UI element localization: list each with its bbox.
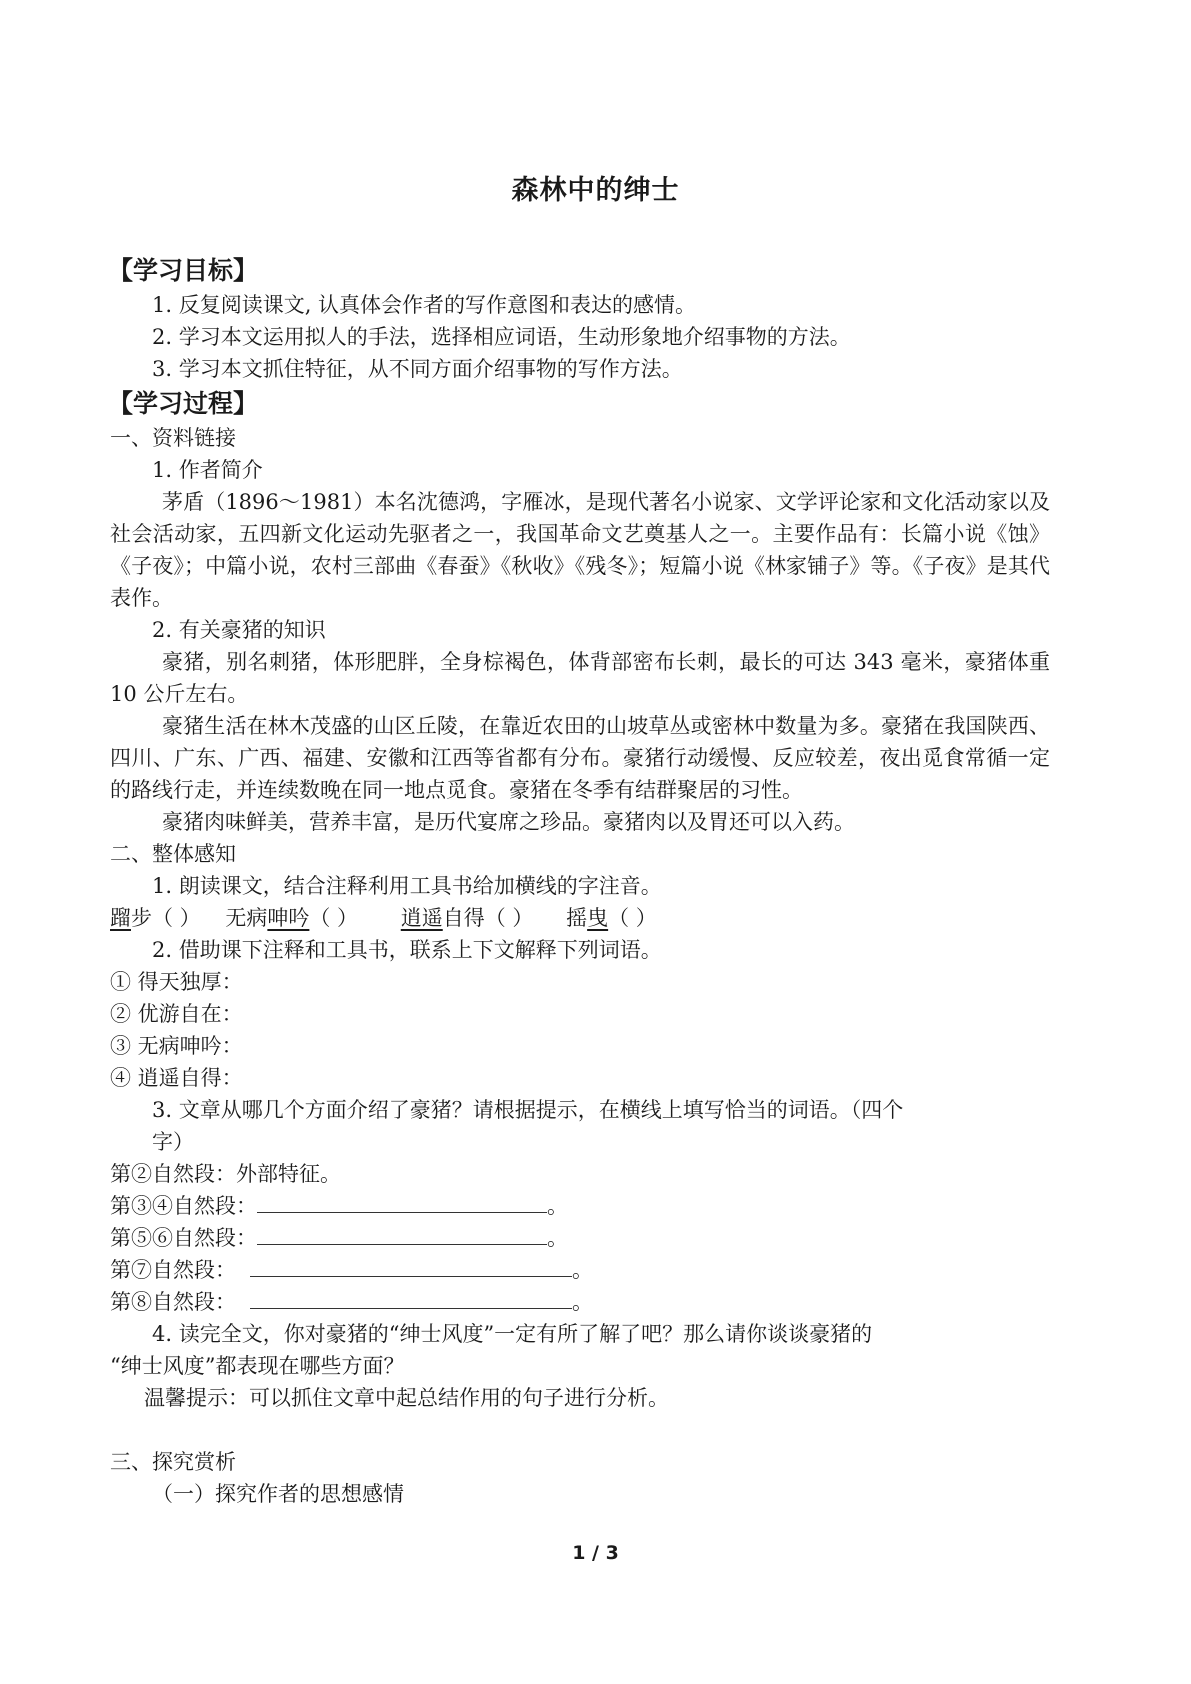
question-4-continued: “绅士风度”都表现在哪些方面？ — [110, 1354, 405, 1378]
term-item: ④ 逍遥自得： — [110, 1066, 243, 1090]
section-heading-process: 【学习过程】 — [108, 389, 259, 418]
document-body — [110, 252, 1050, 1510]
author-heading: 1. 作者简介 — [152, 458, 263, 482]
section-heading-goals: 【学习目标】 — [108, 256, 259, 285]
porcupine-heading: 2. 有关豪猪的知识 — [152, 618, 326, 642]
term-item: ③ 无病呻吟： — [110, 1034, 243, 1058]
fill-blank[interactable] — [257, 1190, 547, 1213]
fill-blank[interactable] — [257, 1222, 547, 1245]
question-3-continued: 字） — [152, 1130, 194, 1154]
paragraph-7-row: 第⑦自然段： 。 — [110, 1254, 1050, 1286]
paragraph-3-4-row: 第③④自然段： 。 — [110, 1190, 1050, 1222]
question-2: 2. 借助课下注释和工具书，联系上下文解释下列词语。 — [152, 938, 662, 962]
hint-text: 温馨提示：可以抓住文章中起总结作用的句子进行分析。 — [144, 1386, 669, 1410]
part1-heading: 一、资料链接 — [110, 426, 236, 450]
part3-subheading: （一）探究作者的思想感情 — [152, 1482, 404, 1506]
pinyin-item-1: 蹓步（ ） — [110, 906, 201, 930]
porcupine-paragraph-3: 豪猪肉味鲜美，营养丰富，是历代宴席之珍品。豪猪肉以及胃还可以入药。 — [162, 810, 855, 834]
fill-blank[interactable] — [250, 1254, 572, 1277]
fill-blank[interactable] — [250, 1286, 572, 1309]
term-item: ① 得天独厚： — [110, 970, 243, 994]
pinyin-item-4: 摇曳（ ） — [566, 906, 657, 930]
porcupine-paragraph-1: 豪猪，别名刺猪，体形肥胖，全身棕褐色，体背部密布长刺，最长的可达 343 毫米，豪猪体重 10 公斤左右。 — [110, 650, 1050, 706]
pinyin-item-2: 无病呻吟（ ） — [225, 906, 359, 930]
part3-heading: 三、探究赏析 — [110, 1450, 236, 1474]
author-paragraph: 茅盾（1896～1981）本名沈德鸿，字雁冰，是现代著名小说家、文学评论家和文化活动家以及社会活动家，五四新文化运动先驱者之一，我国革命文艺奠基人之一。主要作品有：长篇小说《蚀》《子夜》；中篇小说，农村三部曲《春蚕》《秋收》《残冬》；短篇小说《林家铺子》等。《子夜》是其代表作。 — [110, 490, 1050, 610]
paragraph-8-row: 第⑧自然段： 。 — [110, 1286, 1050, 1318]
page-number: 1 / 3 — [572, 1542, 619, 1564]
goal-item: 3. 学习本文抓住特征，从不同方面介绍事物的写作方法。 — [152, 357, 683, 381]
goal-item: 2. 学习本文运用拟人的手法，选择相应词语，生动形象地介绍事物的方法。 — [152, 325, 851, 349]
question-3: 3. 文章从哪几个方面介绍了豪猪？请根据提示，在横线上填写恰当的词语。（四个 — [152, 1098, 904, 1122]
porcupine-paragraph-2: 豪猪生活在林木茂盛的山区丘陵，在靠近农田的山坡草丛或密林中数量为多。豪猪在我国陕西、四川、广东、广西、福建、安徽和江西等省都有分布。豪猪行动缓慢、反应较差，夜出觅食常循一定的路线行走，并连续数晚在同一地点觅食。豪猪在冬季有结群聚居的习性。 — [110, 714, 1050, 802]
paragraph-5-6-row: 第⑤⑥自然段： 。 — [110, 1222, 1050, 1254]
goal-item: 1. 反复阅读课文, 认真体会作者的写作意图和表达的感情。 — [152, 293, 697, 317]
paragraph-2-answer: 第②自然段：外部特征。 — [110, 1162, 341, 1186]
question-1: 1. 朗读课文，结合注释利用工具书给加横线的字注音。 — [152, 874, 662, 898]
pinyin-item-3: 逍遥自得（ ） — [400, 906, 534, 930]
part2-heading: 二、整体感知 — [110, 842, 236, 866]
question-4: 4. 读完全文，你对豪猪的“绅士风度”一定有所了解了吧？那么请你谈谈豪猪的 — [152, 1322, 873, 1346]
pinyin-row — [110, 902, 1050, 934]
term-item: ② 优游自在： — [110, 1002, 243, 1026]
document-title: 森林中的绅士 — [511, 175, 680, 206]
